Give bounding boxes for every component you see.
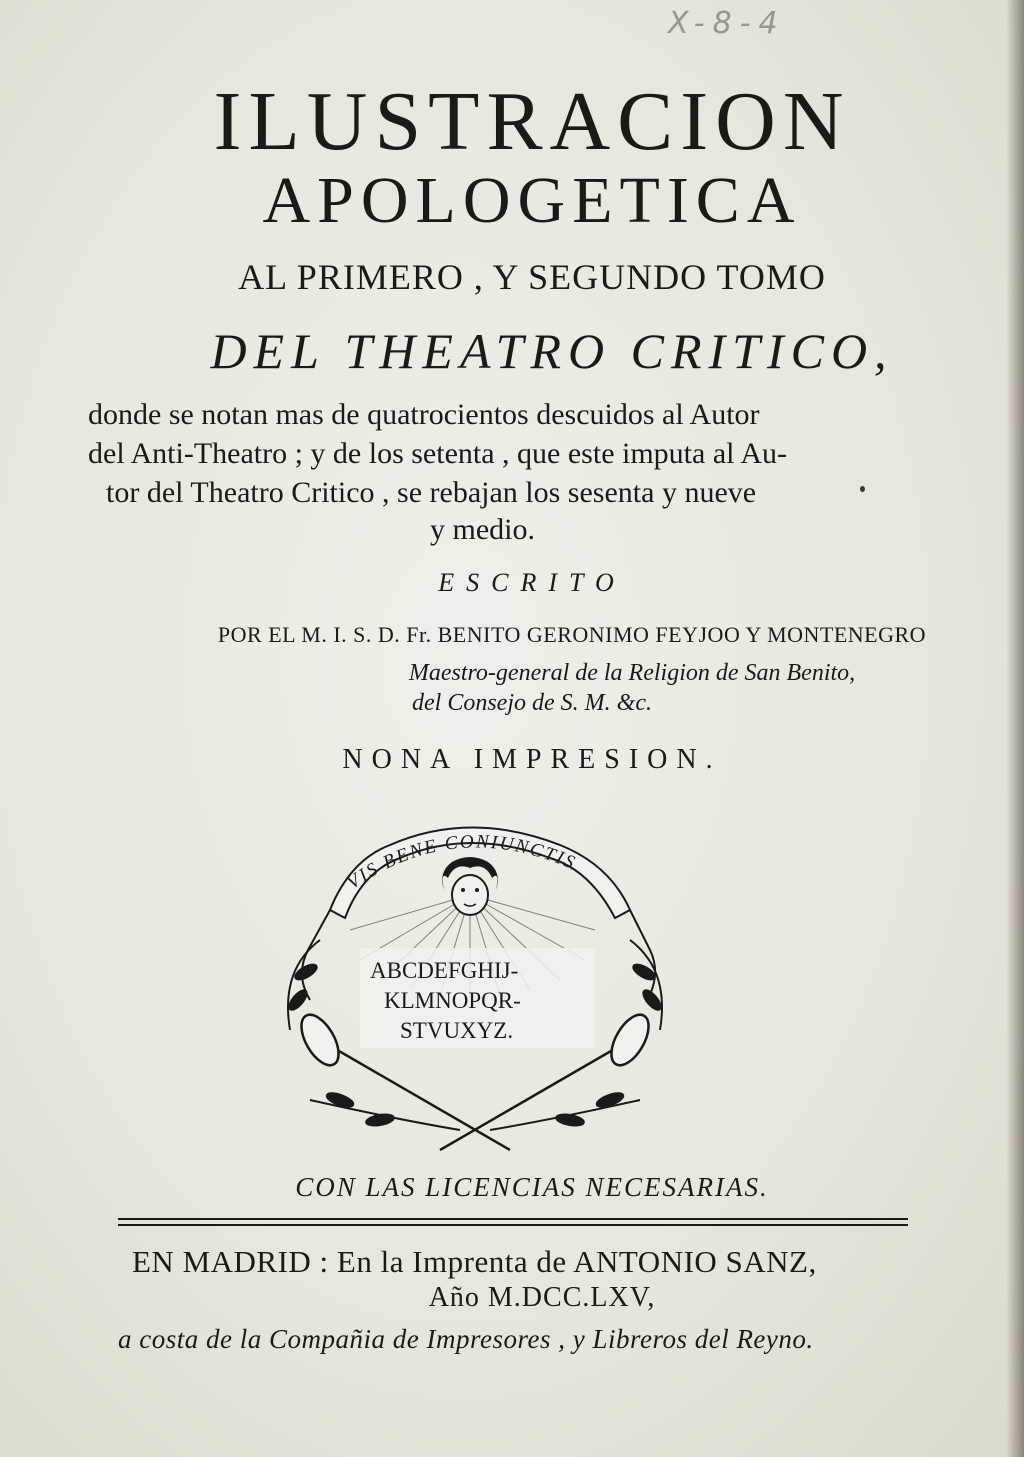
publisher-line: a costa de la Compañia de Impresores , y Libreros del Reyno. — [118, 1324, 814, 1354]
description-line-3: tor del Theatro Critico , se rebajan los sesenta y nueve — [106, 476, 757, 509]
author-line: POR EL M. I. S. D. Fr. BENITO GERONIMO FEYJOO Y MONTENEGRO — [217, 622, 927, 647]
title-line-2: APOLOGETICA — [262, 164, 802, 237]
alphabet-line-1: ABCDEFGHIJ- — [370, 958, 519, 983]
alphabet-line-2: KLMNOPQR- — [384, 988, 521, 1013]
licencias-line: CON LAS LICENCIAS NECESARIAS. — [295, 1172, 769, 1202]
alphabet-line-3: STVUXYZ. — [400, 1018, 514, 1043]
year-line: Año M.DCC.LXV, — [428, 1282, 656, 1313]
subtitle: AL PRIMERO , Y SEGUNDO TOMO — [238, 257, 826, 297]
printers-device-emblem — [250, 800, 700, 1170]
author-title-1: Maestro-general de la Religion de San Benito, — [408, 660, 856, 686]
description-line-2: del Anti-Theatro ; y de los setenta , que este imputa al Au- — [88, 437, 787, 470]
shelfmark-pencil-note: X-8-4 — [668, 6, 786, 41]
double-rule-bottom — [118, 1224, 908, 1226]
motto-text: VIS BENE CONIUNCTIS — [343, 831, 580, 894]
imprint-line: EN MADRID : En la Imprenta de ANTONIO SANZ, — [132, 1244, 817, 1279]
escrito-heading: ESCRITO — [438, 568, 626, 597]
title-line-1: ILUSTRACION — [213, 75, 851, 168]
description-line-4: y medio. — [430, 513, 535, 546]
ink-spot — [860, 486, 865, 492]
edition-statement: NONA IMPRESION. — [342, 744, 722, 775]
author-title-2: del Consejo de S. M. &c. — [412, 690, 652, 716]
double-rule-top — [118, 1218, 908, 1220]
description-line-1: donde se notan mas de quatrocientos descuidos al Autor — [88, 398, 760, 431]
work-title: DEL THEATRO CRITICO, — [210, 323, 894, 379]
